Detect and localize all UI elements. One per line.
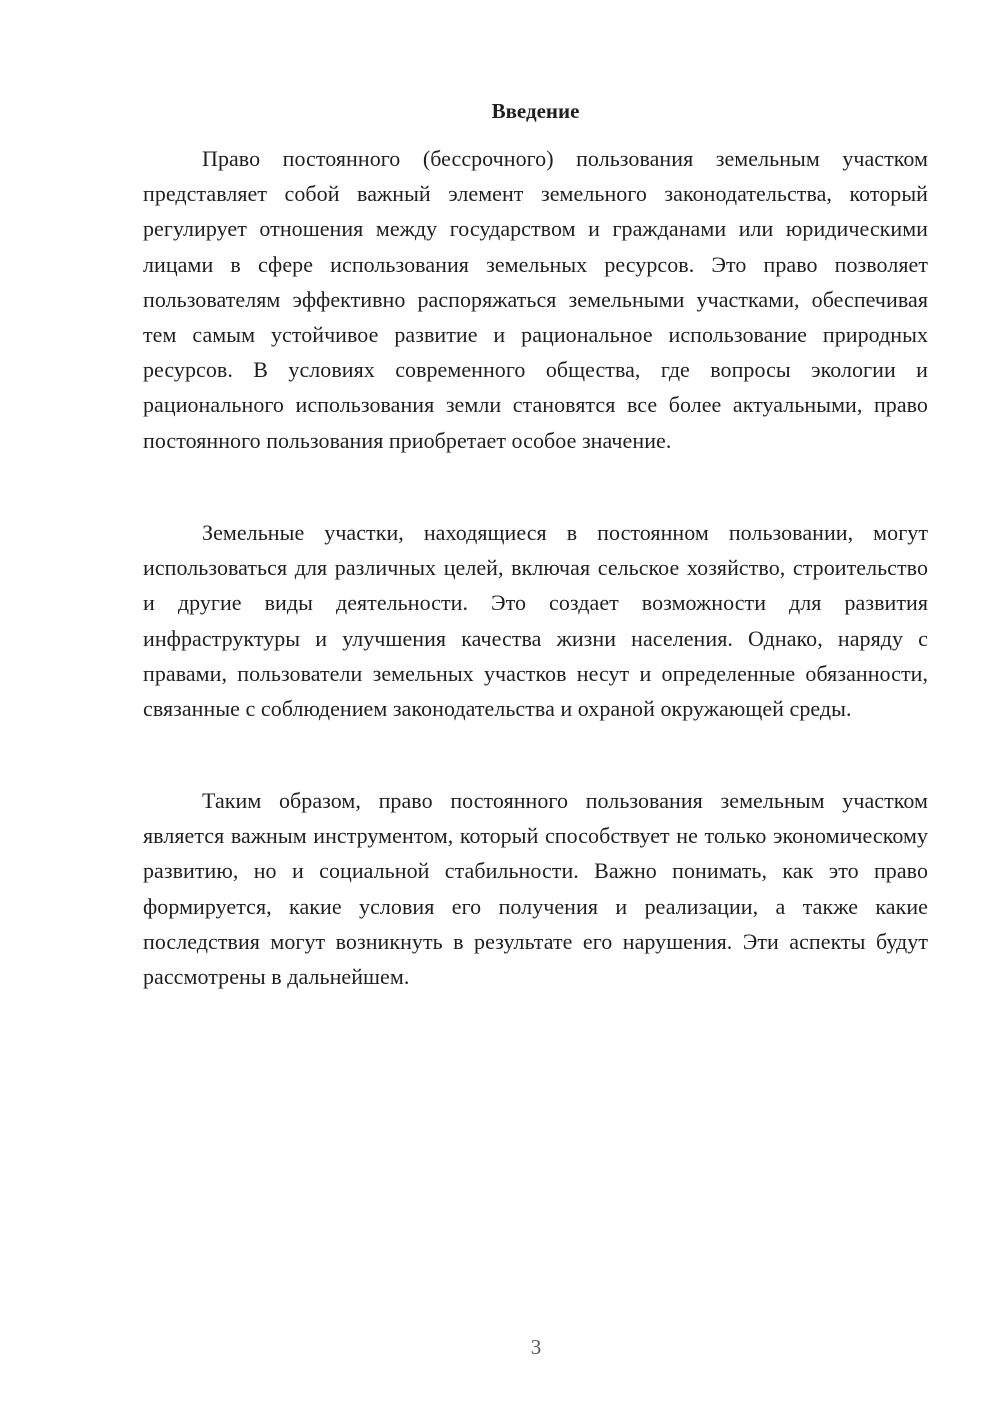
page-heading: Введение [491,99,580,123]
paragraph-land-use: Земельные участки, находящиеся в постоянном пользовании, могут использоваться для различных целей, включая сельское хозяйство, строительство и другие виды деятельности. Это создает возможности для развития инфраструктуры и улучшения качества жизни населения. Однако, наряду с правами, пользователи земельных участков несут и определенные обязанности, связанные с соблюдением законодательства и охраной окружающей среды. [143,520,928,722]
paragraph-conclusion: Таким образом, право постоянного пользования земельным участком является важным инструментом, который способствует не только экономическому развитию, но и социальной стабильности. Важно понимать, как это право формируется, какие условия его получения и реализации, а также какие последствия могут возникнуть в результате его нарушения. Эти аспекты будут рассмотрены в дальнейшем. [143,788,928,990]
paragraph-introduction: Право постоянного (бессрочного) пользования земельным участком представляет собой важный элемент земельного законодательства, который регулирует отношения между государством и гражданами или юридическими лицами в сфере использования земельных ресурсов. Это право позволяет пользователям эффективно распоряжаться земельными участками, обеспечивая тем самым устойчивое развитие и рациональное использование природных ресурсов. В условиях современного общества, где вопросы экологии и рационального использования земли становятся все более актуальными, право постоянного пользования приобретает особое значение. [143,146,928,453]
page-number: 3 [530,1335,542,1359]
